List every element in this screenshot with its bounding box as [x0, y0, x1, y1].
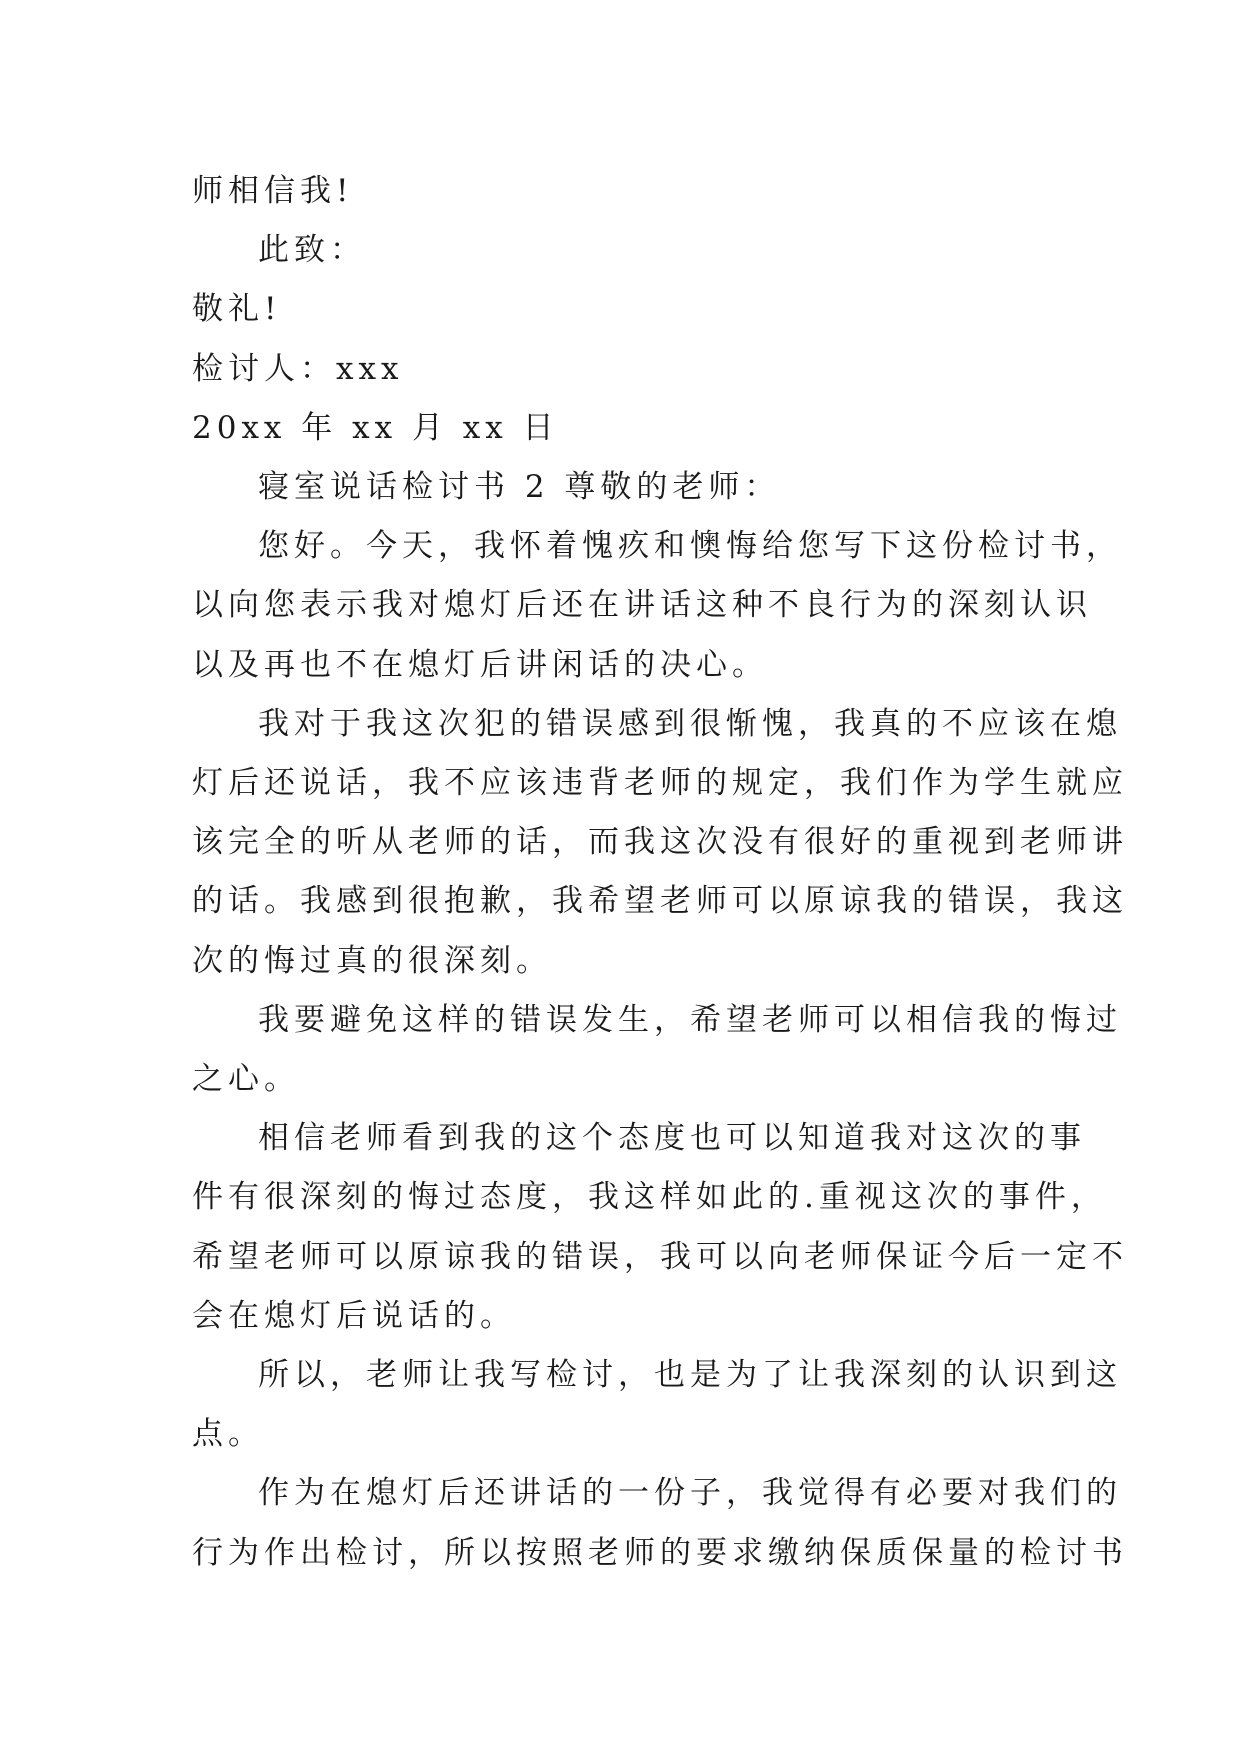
text-line: 点。: [192, 1416, 264, 1453]
text-line: 之心。: [192, 1061, 300, 1098]
text-line: 次的悔过真的很深刻。: [192, 942, 552, 979]
section-heading: 寝室说话检讨书 2 尊敬的老师：: [258, 469, 781, 506]
text-line: 敬礼!: [192, 291, 282, 328]
text-line: 我要避免这样的错误发生，希望老师可以相信我的悔过: [258, 1001, 1122, 1038]
text-line: 以及再也不在熄灯后讲闲话的决心。: [192, 646, 768, 683]
text-line: 检讨人：xxx: [192, 350, 404, 387]
text-line: 会在熄灯后说话的。: [192, 1297, 516, 1334]
text-line: 我对于我这次犯的错误感到很惭愧，我真的不应该在熄: [258, 705, 1122, 742]
text-line: 相信老师看到我的这个态度也可以知道我对这次的事: [258, 1120, 1086, 1157]
text-line: 您好。今天，我怀着愧疚和懊悔给您写下这份检讨书，: [258, 528, 1122, 565]
text-line: 行为作出检讨，所以按照老师的要求缴纳保质保量的检讨书: [192, 1534, 1128, 1571]
text-line: 希望老师可以原谅我的错误，我可以向老师保证今后一定不: [192, 1238, 1128, 1275]
text-line: 师相信我!: [192, 173, 354, 209]
text-line: 所以，老师让我写检讨，也是为了让我深刻的认识到这: [258, 1357, 1122, 1394]
text-line: 以向您表示我对熄灯后还在讲话这种不良行为的深刻认识: [192, 587, 1092, 624]
text-line: 灯后还说话，我不应该违背老师的规定，我们作为学生就应: [192, 765, 1128, 802]
text-line: 作为在熄灯后还讲话的一份子，我觉得有必要对我们的: [258, 1475, 1122, 1512]
text-line: 件有很深刻的悔过态度，我这样如此的.重视这次的事件，: [192, 1179, 1107, 1216]
text-line: 的话。我感到很抱歉，我希望老师可以原谅我的错误，我这: [192, 883, 1128, 920]
text-line: 此致：: [258, 232, 366, 269]
document-body: [192, 162, 1128, 1583]
text-line: 20xx 年 xx 月 xx 日: [192, 409, 559, 446]
text-line: 该完全的听从老师的话，而我这次没有很好的重视到老师讲: [192, 824, 1128, 861]
